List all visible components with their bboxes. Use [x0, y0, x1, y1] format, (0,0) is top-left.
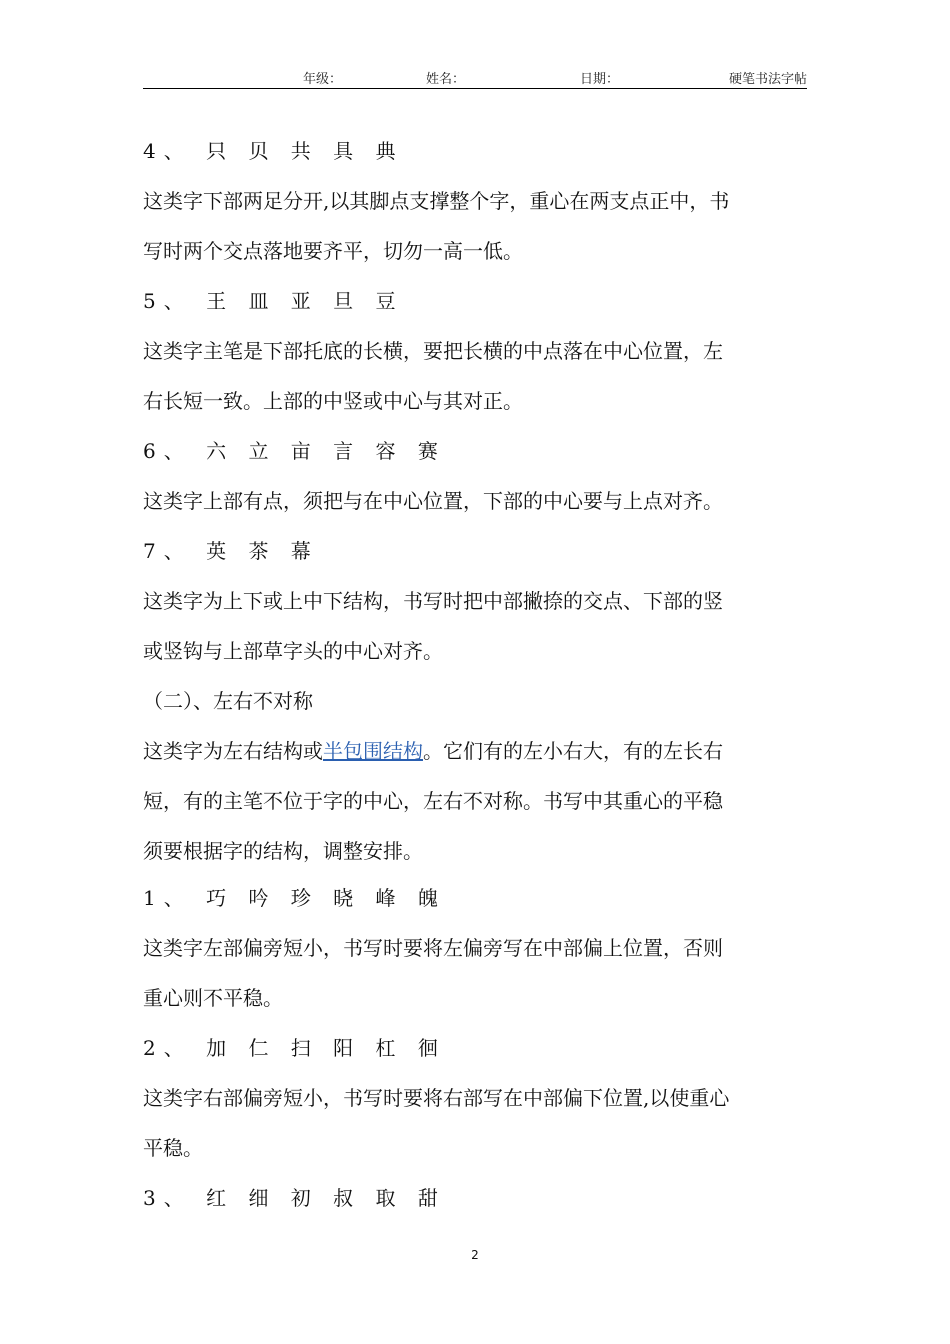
body-text: 或竖钩与上部草字头的中心对齐。	[143, 639, 443, 663]
body-text: 这类字上部有点，须把与在中心位置，下部的中心要与上点对齐。	[143, 489, 723, 513]
heading-item-7: 7、 英 茶 幕	[143, 539, 319, 563]
body-text: 写时两个交点落地要齐平，切勿一高一低。	[143, 239, 523, 263]
body-text-with-link	[143, 737, 723, 765]
grade-label: 年级：	[303, 72, 343, 87]
body-text: 这类字左部偏旁短小，书写时要将左偏旁写在中部偏上位置，否则	[143, 936, 723, 960]
body-text: 平稳。	[143, 1136, 203, 1160]
body-text: 这类字下部两足分开,以其脚点支撑整个字，重心在两支点正中，书	[143, 189, 730, 213]
semi-enclosure-link[interactable]: 半包围结构	[323, 739, 423, 763]
body-text: 短，有的主笔不位于字的中心，左右不对称。书写中其重心的平稳	[143, 789, 723, 813]
body-text: 这类字主笔是下部托底的长横，要把长横的中点落在中心位置，左	[143, 339, 723, 363]
body-text: 须要根据字的结构，调整安排。	[143, 839, 423, 863]
body-text: 。它们有的左小右大，有的左长右	[423, 739, 723, 763]
body-text: 这类字为上下或上中下结构，书写时把中部撇捺的交点、下部的竖	[143, 589, 723, 613]
heading-item-3: 3、 红 细 初 叔 取 甜	[143, 1186, 446, 1210]
body-text: 右长短一致。上部的中竖或中心与其对正。	[143, 389, 523, 413]
heading-item-5: 5、 王 皿 亚 旦 豆	[143, 289, 404, 313]
heading-item-2: 2、 加 仁 扫 阳 杠 徊	[143, 1036, 446, 1060]
body-text: 这类字为左右结构或	[143, 739, 323, 763]
page-number: 2	[471, 1248, 479, 1262]
heading-item-4: 4、 只 贝 共 具 典	[143, 139, 404, 163]
page-header	[143, 66, 807, 89]
date-label: 日期：	[580, 72, 620, 87]
name-label: 姓名：	[426, 72, 466, 87]
body-text: 这类字右部偏旁短小，书写时要将右部写在中部偏下位置,以使重心	[143, 1086, 730, 1110]
heading-item-6: 6、 六 立 亩 言 容 赛	[143, 439, 446, 463]
header-title: 硬笔书法字帖	[728, 72, 807, 87]
section-heading: （二）、左右不对称	[143, 689, 313, 713]
heading-item-1: 1、 巧 吟 珍 晓 峰 魄	[143, 886, 446, 910]
body-text: 重心则不平稳。	[143, 986, 283, 1010]
